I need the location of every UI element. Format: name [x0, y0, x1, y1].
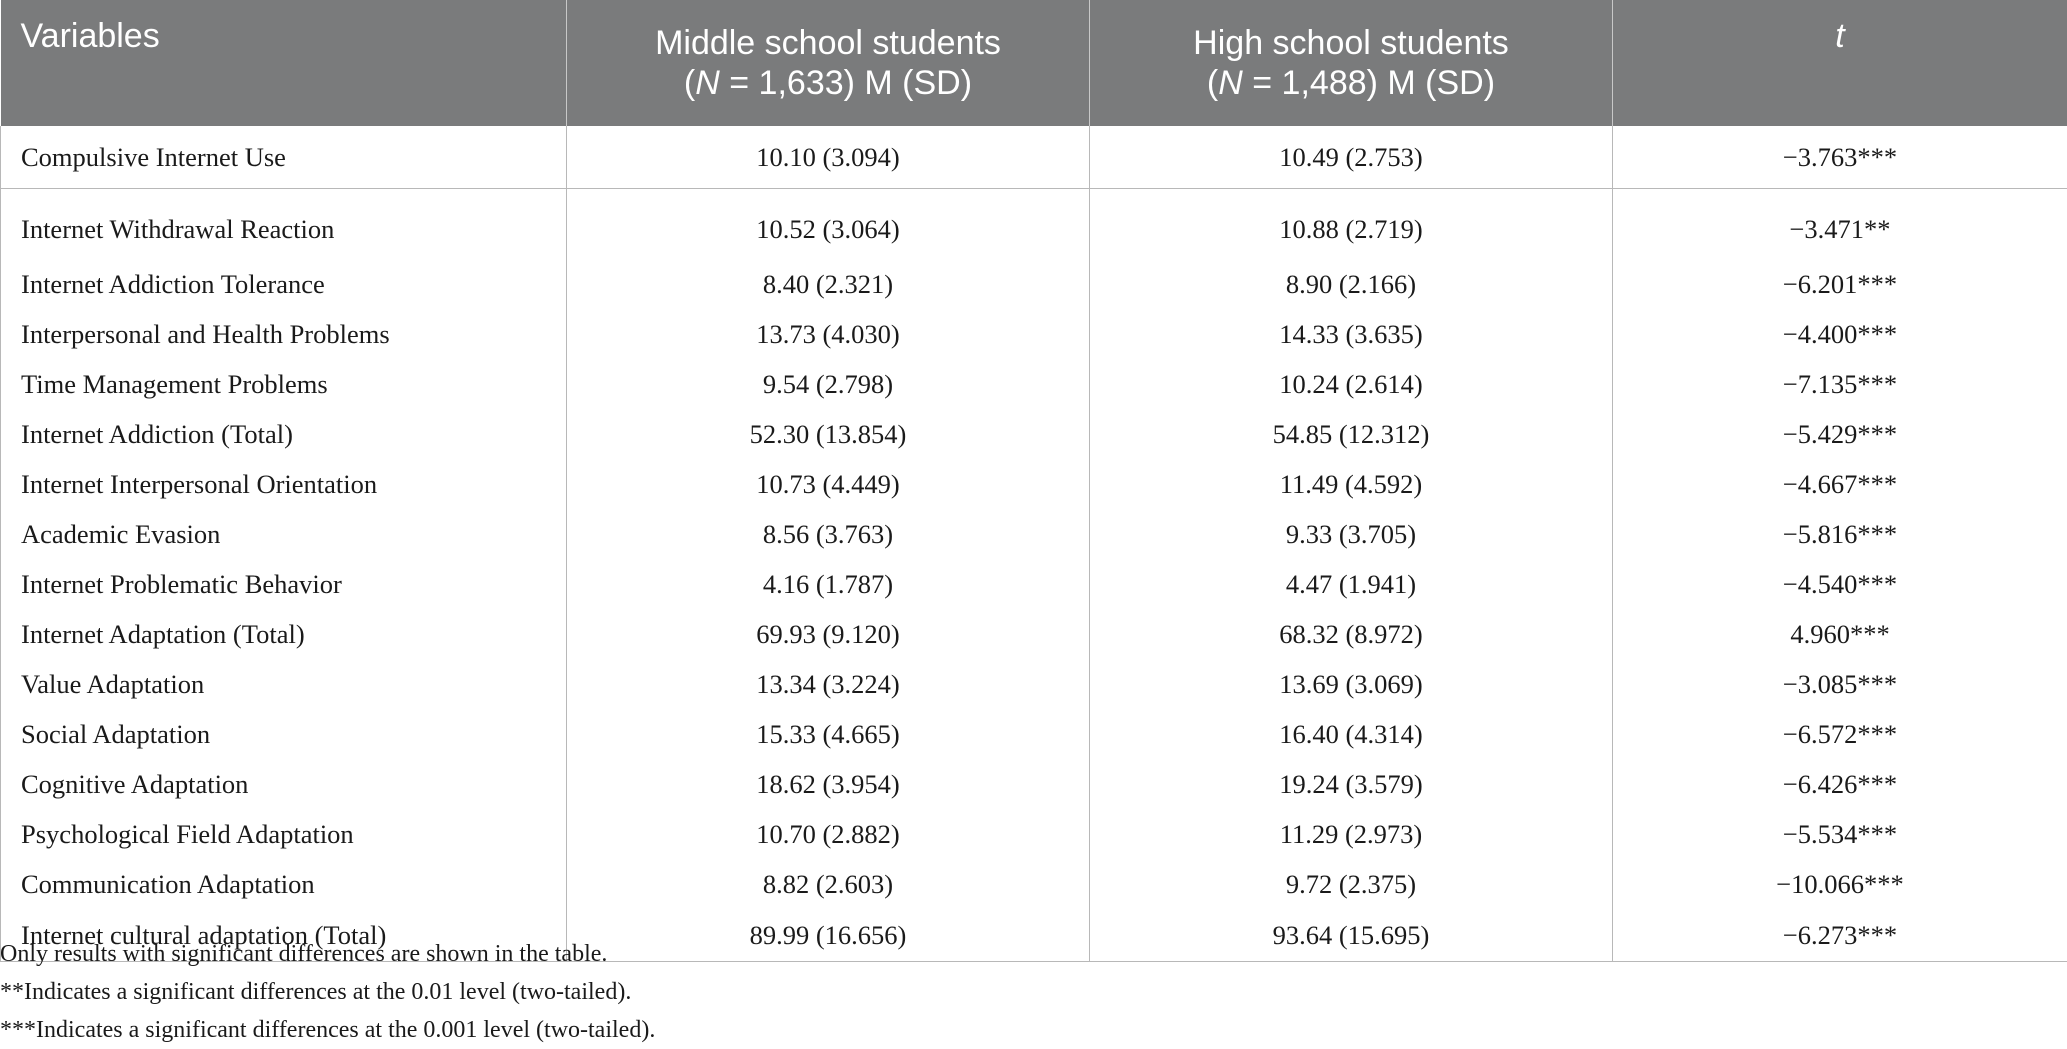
table-row: [1, 759, 2067, 809]
cell-t: −5.429***: [1613, 409, 2067, 459]
cell-variable: Internet Addiction (Total): [1, 409, 567, 459]
cell-high: 10.24 (2.614): [1090, 359, 1613, 409]
cell-middle: 13.34 (3.224): [567, 659, 1090, 709]
header-middle-line2: [587, 63, 1069, 103]
cell-t: −6.572***: [1613, 709, 2067, 759]
table-row: [1, 509, 2067, 559]
header-high-line1: High school students: [1110, 23, 1592, 63]
cell-variable: Value Adaptation: [1, 659, 567, 709]
footnote-significance-scope: Only results with significant differences are shown in the table.: [0, 935, 655, 973]
table-header: [1, 0, 2067, 126]
header-middle-n-rest: = 1,633) M (SD): [720, 64, 972, 102]
header-middle-line1: Middle school students: [587, 23, 1069, 63]
cell-middle: 10.70 (2.882): [567, 809, 1090, 859]
cell-high: 10.49 (2.753): [1090, 126, 1613, 189]
cell-t: −4.540***: [1613, 559, 2067, 609]
cell-high: 4.47 (1.941): [1090, 559, 1613, 609]
header-high-n-symbol: N: [1218, 64, 1243, 102]
cell-variable: Academic Evasion: [1, 509, 567, 559]
table-row: [1, 859, 2067, 909]
table-row: [1, 559, 2067, 609]
cell-t: −3.763***: [1613, 126, 2067, 189]
header-middle-open-paren: (: [684, 64, 695, 102]
cell-t: −10.066***: [1613, 859, 2067, 909]
cell-variable: Interpersonal and Health Problems: [1, 309, 567, 359]
header-high-line2: [1110, 63, 1592, 103]
cell-middle: 13.73 (4.030): [567, 309, 1090, 359]
cell-variable: Internet Interpersonal Orientation: [1, 459, 567, 509]
cell-middle: 4.16 (1.787): [567, 559, 1090, 609]
cell-variable: Internet Withdrawal Reaction: [1, 189, 567, 260]
table-row: [1, 809, 2067, 859]
cell-high: 13.69 (3.069): [1090, 659, 1613, 709]
cell-middle: 10.73 (4.449): [567, 459, 1090, 509]
cell-variable: Internet Problematic Behavior: [1, 559, 567, 609]
table-row: [1, 659, 2067, 709]
cell-middle: 15.33 (4.665): [567, 709, 1090, 759]
cell-high: 9.72 (2.375): [1090, 859, 1613, 909]
cell-t: −5.816***: [1613, 509, 2067, 559]
table-row: [1, 359, 2067, 409]
cell-t: −3.085***: [1613, 659, 2067, 709]
cell-variable: Social Adaptation: [1, 709, 567, 759]
table-row: [1, 459, 2067, 509]
cell-t: −6.201***: [1613, 259, 2067, 309]
cell-middle: 69.93 (9.120): [567, 609, 1090, 659]
cell-middle: 52.30 (13.854): [567, 409, 1090, 459]
table-row: [1, 126, 2067, 189]
cell-t: −7.135***: [1613, 359, 2067, 409]
header-high-school: [1090, 0, 1613, 126]
footnote-p001: ***Indicates a significant differences at the 0.001 level (two-tailed).: [0, 1011, 655, 1049]
cell-middle: 9.54 (2.798): [567, 359, 1090, 409]
header-middle-n-symbol: N: [695, 64, 720, 102]
cell-high: 93.64 (15.695): [1090, 909, 1613, 962]
cell-variable: Compulsive Internet Use: [1, 126, 567, 189]
cell-t: −4.400***: [1613, 309, 2067, 359]
cell-t: −6.273***: [1613, 909, 2067, 962]
cell-variable: Psychological Field Adaptation: [1, 809, 567, 859]
cell-variable: Communication Adaptation: [1, 859, 567, 909]
cell-middle: 10.52 (3.064): [567, 189, 1090, 260]
cell-high: 14.33 (3.635): [1090, 309, 1613, 359]
cell-middle: 10.10 (3.094): [567, 126, 1090, 189]
cell-variable: Internet Addiction Tolerance: [1, 259, 567, 309]
table-body: [1, 126, 2067, 962]
cell-high: 54.85 (12.312): [1090, 409, 1613, 459]
cell-middle: 8.56 (3.763): [567, 509, 1090, 559]
cell-t: −5.534***: [1613, 809, 2067, 859]
table-row: [1, 189, 2067, 260]
header-middle-school: [567, 0, 1090, 126]
cell-t: 4.960***: [1613, 609, 2067, 659]
cell-variable: Internet Adaptation (Total): [1, 609, 567, 659]
cell-t: −3.471**: [1613, 189, 2067, 260]
cell-high: 16.40 (4.314): [1090, 709, 1613, 759]
header-high-n-rest: = 1,488) M (SD): [1243, 64, 1495, 102]
cell-middle: 18.62 (3.954): [567, 759, 1090, 809]
cell-high: 8.90 (2.166): [1090, 259, 1613, 309]
header-row: [1, 0, 2067, 126]
cell-middle: 8.82 (2.603): [567, 859, 1090, 909]
table-row: [1, 309, 2067, 359]
cell-high: 19.24 (3.579): [1090, 759, 1613, 809]
cell-middle: 89.99 (16.656): [567, 909, 1090, 962]
cell-high: 68.32 (8.972): [1090, 609, 1613, 659]
cell-t: −4.667***: [1613, 459, 2067, 509]
cell-variable: Cognitive Adaptation: [1, 759, 567, 809]
cell-variable: Time Management Problems: [1, 359, 567, 409]
table-footnotes: [0, 935, 655, 1049]
table-row: [1, 259, 2067, 309]
footnote-p01: **Indicates a significant differences at the 0.01 level (two-tailed).: [0, 973, 655, 1011]
cell-middle: 8.40 (2.321): [567, 259, 1090, 309]
table-row: [1, 709, 2067, 759]
header-t: t: [1613, 0, 2067, 126]
table-row: [1, 409, 2067, 459]
cell-high: 9.33 (3.705): [1090, 509, 1613, 559]
cell-high: 11.49 (4.592): [1090, 459, 1613, 509]
header-high-open-paren: (: [1207, 64, 1218, 102]
table-row: [1, 609, 2067, 659]
cell-high: 11.29 (2.973): [1090, 809, 1613, 859]
header-variables: Variables: [1, 0, 567, 126]
cell-high: 10.88 (2.719): [1090, 189, 1613, 260]
cell-variable: Internet cultural adaptation (Total): [1, 909, 567, 962]
cell-t: −6.426***: [1613, 759, 2067, 809]
